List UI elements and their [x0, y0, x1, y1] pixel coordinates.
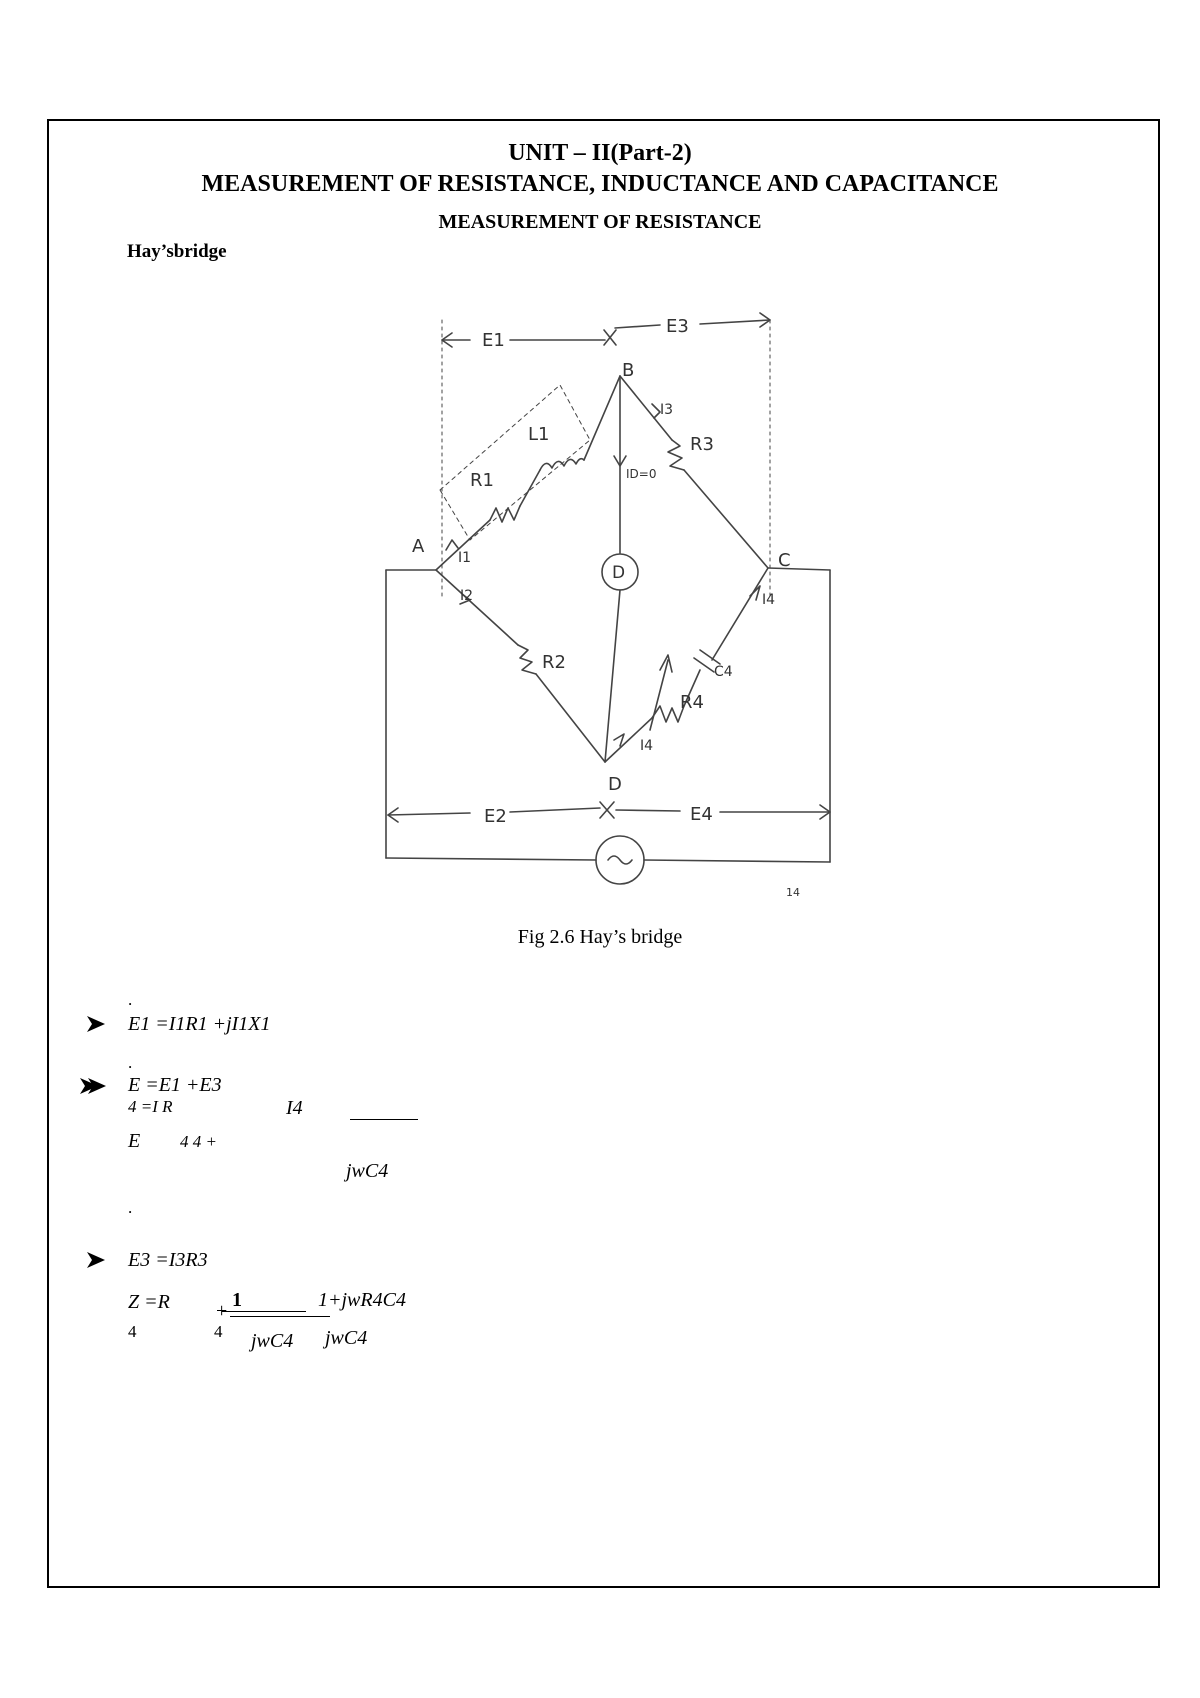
e2-label: E2 [484, 806, 507, 827]
i4-label-c: I4 [762, 592, 776, 608]
r2-label: R2 [542, 652, 566, 673]
corner-mark: 14 [786, 886, 800, 899]
bullet-arrow-icon [87, 1016, 105, 1032]
r3-label: R3 [690, 434, 714, 455]
e3-label: E3 [666, 316, 689, 337]
dot-marker-2: . [128, 1053, 133, 1072]
e4-label: E4 [690, 804, 713, 825]
section-heading: Hay’sbridge [127, 241, 227, 262]
equation-e4-line2b: I4 [286, 1097, 303, 1119]
equation-z-den2: jwC4 [325, 1327, 368, 1349]
r4-label: R4 [680, 692, 704, 713]
equation-z-plus: + [216, 1300, 228, 1322]
equation-e4-line3a: E [128, 1130, 141, 1152]
equation-z-lhs: Z =R [128, 1291, 170, 1313]
bullet-arrow-icon [80, 1078, 106, 1094]
equation-z-num1: 1 [232, 1289, 242, 1311]
figure-caption: Fig 2.6 Hay’s bridge [517, 926, 683, 948]
equation-e4-line2a: 4 =I R [128, 1097, 173, 1116]
i1-label: I1 [458, 550, 472, 566]
equation-e4-line1: E =E1 +E3 [128, 1074, 222, 1096]
fraction-bar [350, 1119, 418, 1120]
r1-label: R1 [470, 470, 494, 491]
unit-heading: UNIT – II(Part-2) [508, 140, 692, 166]
bullet-arrow-icon [87, 1252, 105, 1268]
i3-label: I3 [660, 402, 674, 418]
id-label: ID=0 [626, 467, 657, 481]
hay-bridge-diagram [370, 300, 850, 910]
equation-z-sub-a: 4 [128, 1322, 137, 1341]
equation-z-sub-b: 4 [214, 1322, 223, 1341]
equation-e4-denominator: jwC4 [346, 1160, 389, 1182]
i4-label-d: I4 [640, 738, 654, 754]
node-b-label: B [622, 360, 635, 381]
equation-z-den1: jwC4 [251, 1330, 294, 1352]
main-title: MEASUREMENT OF RESISTANCE, INDUCTANCE AND CAPACITANCE [201, 171, 999, 197]
dot-marker-3: . [128, 1198, 133, 1217]
equation-e1: E1 =I1R1 +jI1X1 [128, 1013, 271, 1035]
node-c-label: C [778, 550, 791, 571]
equation-e4-line3b: 4 4 + [180, 1132, 217, 1151]
detector-label: D [612, 563, 626, 583]
equation-z-num2: 1+jwR4C4 [318, 1289, 406, 1311]
fraction-bar [222, 1311, 306, 1312]
node-d-label: D [608, 774, 622, 795]
e1-label: E1 [482, 330, 505, 351]
node-a-label: A [412, 536, 425, 557]
l1-label: L1 [528, 424, 550, 445]
dot-marker-1: . [128, 990, 133, 1009]
c4-label: C4 [714, 664, 733, 680]
equation-e3: E3 =I3R3 [128, 1249, 208, 1271]
subtitle: MEASUREMENT OF RESISTANCE [438, 211, 762, 233]
fraction-bar [230, 1316, 330, 1317]
i2-label: I2 [460, 588, 474, 604]
